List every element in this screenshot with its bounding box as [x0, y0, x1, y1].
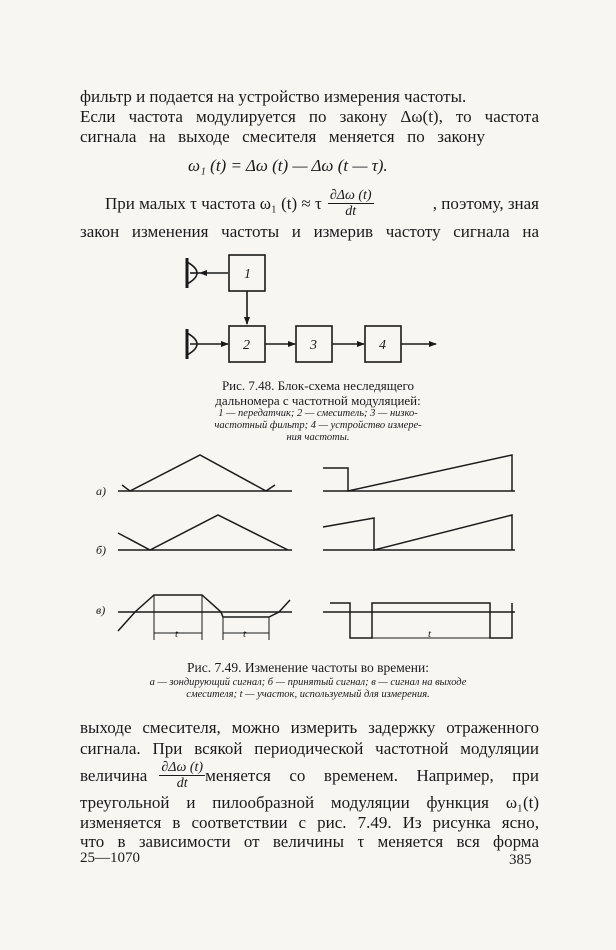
- block-1-label: 1: [244, 267, 251, 282]
- fig48-legend-3: ния частоты.: [286, 432, 350, 443]
- fraction-derivative-2: [159, 760, 205, 791]
- text-line-5-start: При малых τ частота ω₁ (t) ≈ τ: [105, 193, 322, 213]
- label-b: б): [96, 543, 107, 557]
- fig48-legend-1: 1 — передатчик; 2 — смеситель; 3 — низко-: [218, 408, 418, 419]
- fraction2-numerator: ∂Δω (t): [161, 760, 204, 775]
- wave-a-triangle: [122, 455, 275, 491]
- equation-1: ω₁ (t) = Δω (t) — Δω (t — τ).: [188, 156, 388, 175]
- fraction-numerator: ∂Δω (t): [329, 188, 372, 203]
- wave-a-sawtooth: [323, 455, 512, 491]
- fraction-denominator: dt: [345, 204, 357, 219]
- text-line-b1: выходе смесителя, можно измерить задержку отраженного: [80, 718, 539, 737]
- block-4-label: 4: [379, 338, 386, 353]
- fraction2-denominator: dt: [176, 776, 188, 791]
- fig48-caption: Рис. 7.48. Блок-схема неследящего: [221, 378, 415, 393]
- text-line-1: фильтр и подается на устройство измерения частоты.: [80, 87, 467, 106]
- fig49-caption: Рис. 7.49. Изменение частоты во времени:: [187, 660, 429, 675]
- text-line-b3: [80, 760, 539, 791]
- wave-c-beat: [118, 595, 290, 631]
- block-3-label: 3: [310, 338, 317, 353]
- fig48-caption-2: дальномера с частотной модуляцией:: [215, 393, 421, 408]
- transmit-antenna-icon: [187, 258, 200, 288]
- interval-label-1: t: [175, 628, 179, 640]
- wave-b-triangle: [118, 515, 288, 550]
- label-c: в): [96, 603, 106, 617]
- fig49-legend-1: а — зондирующий сигнал; б — принятый сигнал; в — сигнал на выходе: [149, 677, 467, 688]
- wave-b-sawtooth: [323, 515, 512, 550]
- fig49-legend-2: смесителя; t — участок, используемый для измерения.: [186, 689, 430, 700]
- text-line-b2: сигнала. При всякой периодической частотной модуляции: [80, 739, 539, 758]
- page-number: 385: [509, 852, 532, 868]
- text-line-6: закон изменения частоты и измерив частоту сигнала на: [80, 222, 539, 241]
- text-line-2: Если частота модулируется по закону Δω(t), то частота: [80, 107, 539, 126]
- printer-signature: 25—1070: [80, 850, 140, 866]
- wave-c-square: [330, 603, 512, 638]
- text-line-b4: треугольной и пилообразной модуляции функция ω₁(t): [80, 793, 539, 812]
- text-line-b6: что в зависимости от величины τ меняется вся форма: [80, 832, 539, 851]
- text-line-b3-start: величина: [80, 765, 148, 785]
- waveforms: [118, 455, 515, 640]
- interval-label-2: t: [243, 628, 247, 640]
- block-2-label: 2: [243, 338, 250, 353]
- fig48-legend-2: частотный фильтр; 4 — устройство измере-: [214, 420, 422, 431]
- text-line-b3-end: меняется со временем. Например, при: [205, 765, 539, 785]
- label-a: а): [96, 484, 106, 498]
- text-line-5-end: , поэтому, зная: [432, 193, 539, 213]
- text-line-3: сигнала на выходе смесителя меняется по закону: [80, 127, 485, 146]
- interval-label-3: t: [428, 628, 432, 640]
- text-line-b5: изменяется в соответствии с рис. 7.49. Из рисунка ясно,: [80, 813, 539, 832]
